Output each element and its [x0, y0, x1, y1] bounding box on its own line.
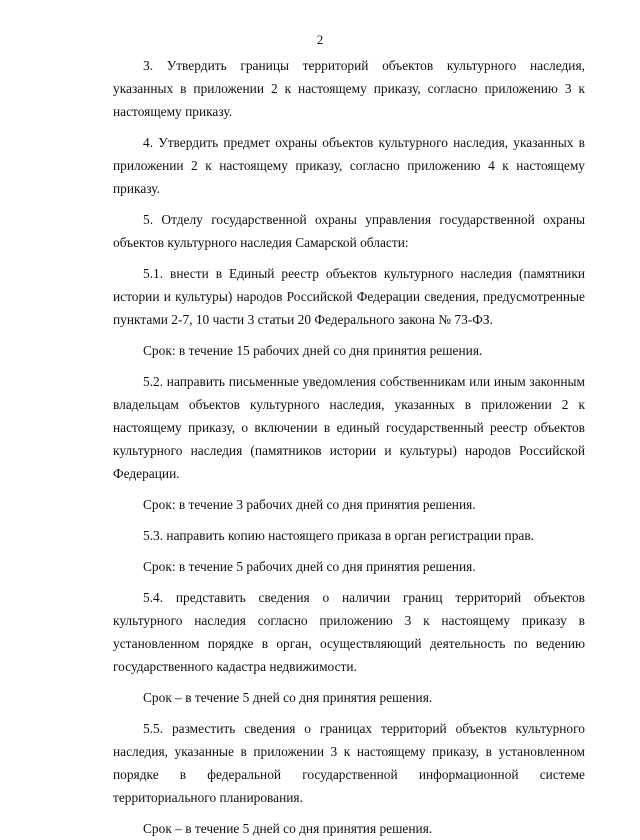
- document-body: [113, 54, 585, 840]
- deadline-5-2: Срок: в течение 3 рабочих дней со дня принятия решения.: [143, 497, 476, 512]
- paragraph-item-5-2: 5.2. направить письменные уведомления собственникам или иным законным владельцам объектов культурного наследия, указанных в приложении 2 к настоящему приказу, о включении в единый государственный реестр объектов культурного наследия (памятников истории и культуры) народов Российской Федерации.: [113, 374, 585, 481]
- paragraph-item-5-3: 5.3. направить копию настоящего приказа в орган регистрации прав.: [143, 528, 535, 543]
- paragraph-item-5: 5. Отделу государственной охраны управления государственной охраны объектов культурного наследия Самарской области:: [113, 212, 585, 250]
- paragraph-item-4: 4. Утвердить предмет охраны объектов культурного наследия, указанных в приложении 2 к настоящему приказу, согласно приложению 4 к настоящему приказу.: [113, 135, 585, 196]
- paragraph-item-5-1: 5.1. внести в Единый реестр объектов культурного наследия (памятники истории и культуры) народов Российской Федерации сведения, предусмотренные пунктами 2-7, 10 части 3 статьи 20 Федерального закона № 73-ФЗ.: [113, 266, 585, 327]
- paragraph-item-3: 3. Утвердить границы территорий объектов культурного наследия, указанных в приложении 2 к настоящему приказу, согласно приложению 3 к настоящему приказу.: [113, 58, 585, 119]
- deadline-5-4: Срок – в течение 5 дней со дня принятия решения.: [143, 690, 433, 705]
- page-number: 2: [316, 32, 324, 47]
- deadline-5-1: Срок: в течение 15 рабочих дней со дня принятия решения.: [143, 343, 483, 358]
- paragraph-item-5-4: 5.4. представить сведения о наличии границ территорий объектов культурного наследия согласно приложению 3 к настоящему приказу в установленном порядке в орган, осуществляющий деятельность по ведению государственного кадастра недвижимости.: [113, 590, 585, 674]
- deadline-5-3: Срок: в течение 5 рабочих дней со дня принятия решения.: [143, 559, 476, 574]
- paragraph-item-5-5: 5.5. разместить сведения о границах территорий объектов культурного наследия, указанные в приложении 3 к настоящему приказу, в установленном порядке в федеральной государственной информационной системе территориального планирования.: [113, 721, 585, 805]
- deadline-5-5: Срок – в течение 5 дней со дня принятия решения.: [143, 821, 433, 836]
